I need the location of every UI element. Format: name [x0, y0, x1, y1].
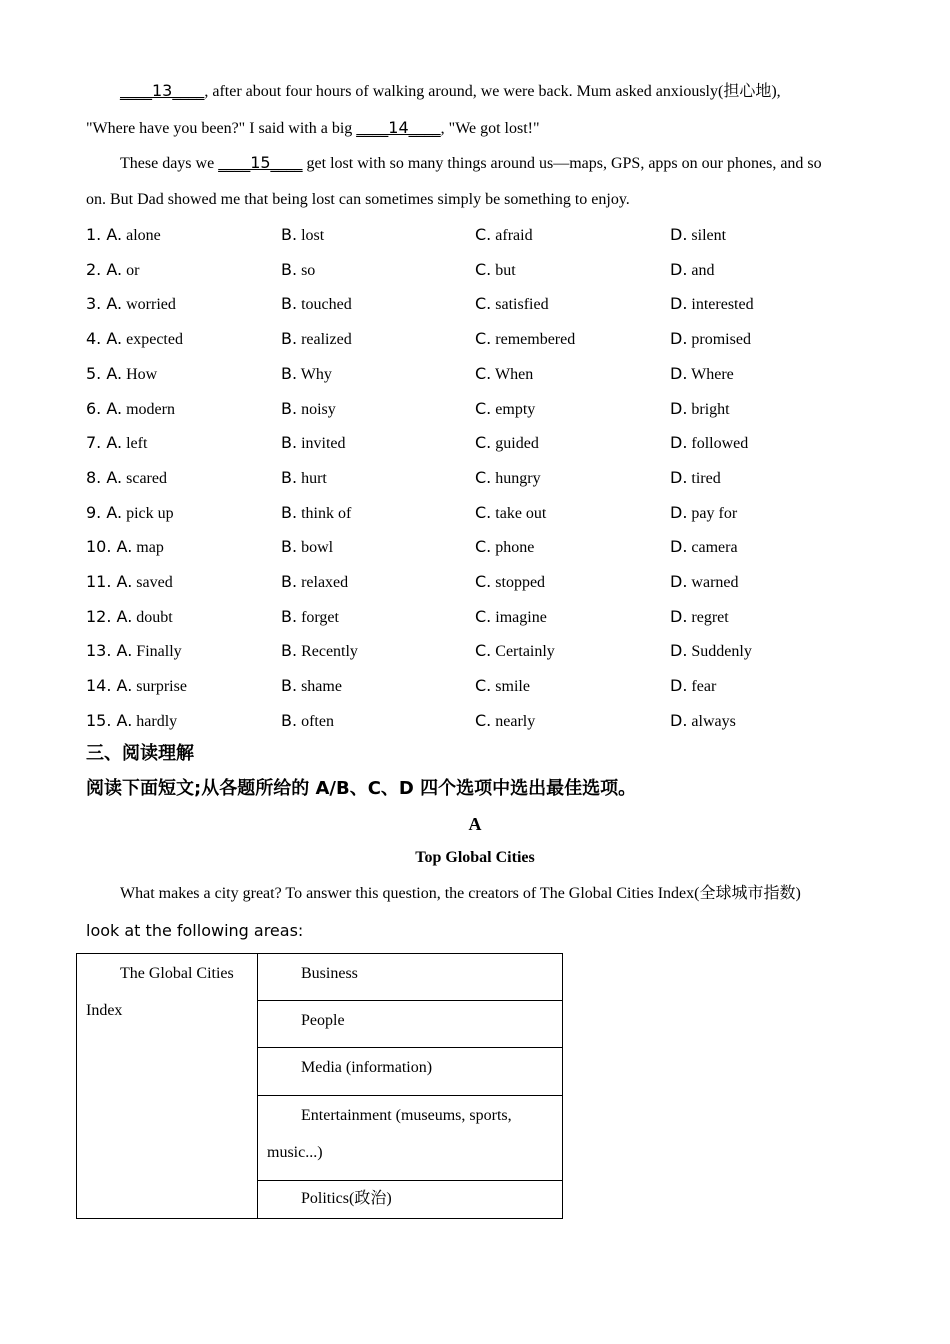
option-letter: C. [475, 363, 492, 383]
option-text: noisy [301, 400, 336, 418]
option-text: camera [691, 539, 738, 557]
option-text: so [301, 261, 316, 279]
option-letter: A. [106, 363, 123, 383]
option-c [475, 467, 541, 490]
option-b [281, 571, 348, 594]
option-letter: D. [670, 467, 688, 487]
option-c [475, 259, 516, 282]
option-a [86, 571, 173, 594]
table-index-label-line-2: Index [86, 1002, 123, 1019]
option-letter: D. [670, 433, 688, 453]
article-intro-line-1: What makes a city great? To answer this question, the creators of The Global Cities Index(全球城市指数) [120, 885, 801, 902]
option-letter: C. [475, 606, 492, 626]
option-letter: B. [281, 433, 298, 453]
option-text: surprise [136, 678, 187, 696]
option-text: think of [301, 504, 352, 522]
option-d [670, 467, 721, 490]
table-row: Entertainment (museums, sports, music...) [258, 1095, 563, 1180]
option-c [475, 502, 546, 525]
option-letter: D. [670, 259, 688, 279]
option-d [670, 432, 748, 455]
option-c [475, 710, 535, 733]
option-text: nearly [495, 712, 536, 730]
option-text: interested [691, 296, 754, 314]
option-text: followed [691, 435, 749, 453]
option-a [86, 432, 147, 455]
option-d [670, 640, 752, 663]
question-row [86, 606, 866, 628]
option-b [281, 536, 333, 559]
option-text: hurt [301, 469, 327, 487]
option-a [86, 640, 182, 663]
option-c [475, 640, 555, 663]
option-letter: C. [475, 225, 492, 244]
option-letter: C. [475, 329, 492, 349]
option-text: When [494, 365, 534, 383]
option-text: pick up [126, 504, 174, 522]
passage-line-4: on. But Dad showed me that being lost can sometimes simply be something to enjoy. [86, 191, 630, 208]
question-row [86, 467, 866, 489]
option-text: shame [301, 678, 342, 696]
option-text: phone [495, 539, 535, 557]
option-letter: B. [281, 225, 298, 244]
option-letter: C. [475, 572, 492, 591]
question-number: 3. A. [86, 294, 123, 314]
option-letter: B. [281, 259, 298, 279]
option-letter: A. [106, 502, 123, 522]
option-text: scared [126, 469, 167, 487]
option-text: relaxed [301, 574, 349, 591]
option-c [475, 293, 549, 316]
option-letter: A. [116, 710, 133, 730]
option-letter: B. [281, 537, 298, 557]
option-d [670, 571, 739, 594]
question-row [86, 363, 866, 385]
option-text: left [126, 435, 148, 453]
option-text: afraid [495, 227, 533, 244]
table-row: Media (information) [258, 1048, 563, 1095]
question-number: 6. A. [86, 398, 123, 418]
option-text: bowl [301, 539, 334, 557]
option-letter: B. [281, 572, 298, 591]
option-d [670, 502, 737, 525]
option-a [86, 328, 183, 351]
option-b [281, 675, 342, 698]
question-row [86, 640, 866, 662]
option-text: expected [126, 331, 183, 349]
option-text: Why [300, 365, 332, 383]
section-title: 三、阅读理解 [86, 743, 194, 764]
option-b [281, 363, 332, 386]
option-letter: B. [281, 398, 298, 418]
option-text: Finally [136, 643, 182, 661]
option-text: How [126, 365, 158, 383]
option-b [281, 710, 334, 733]
option-letter: C. [475, 641, 492, 661]
table-index-label-line-1: The Global Cities [120, 965, 234, 982]
option-text: often [301, 712, 334, 730]
option-letter: A. [106, 329, 123, 349]
article-intro-line-2: look at the following areas: [86, 921, 304, 940]
option-d [670, 398, 730, 421]
option-text: alone [126, 227, 161, 244]
passage-line-1: ____13____, after about four hours of walking around, we were back. Mum asked anxiously(担心地), [120, 81, 781, 100]
option-text: regret [691, 608, 729, 626]
question-row [86, 502, 866, 524]
option-letter: D. [670, 329, 688, 349]
option-c [475, 606, 547, 629]
option-c [475, 224, 533, 247]
blank-15: ____15____ [218, 153, 303, 172]
option-letter: A. [106, 467, 123, 487]
option-letter: D. [670, 225, 688, 244]
table-row: Politics(政治) [258, 1180, 563, 1218]
option-text: stopped [495, 574, 546, 591]
question-number: 1. A. [86, 225, 123, 244]
option-text: Certainly [495, 643, 555, 661]
option-a [86, 675, 187, 698]
option-b [281, 398, 336, 421]
question-row [86, 398, 866, 420]
question-row [86, 259, 866, 281]
passage-line-3: These days we ____15____ get lost with so many things around us—maps, GPS, apps on our phones, and so [120, 153, 822, 172]
option-text: imagine [495, 608, 547, 626]
part-label: A [468, 814, 482, 834]
option-b [281, 640, 358, 663]
option-letter: B. [281, 363, 298, 383]
option-letter: B. [281, 294, 298, 314]
option-c [475, 675, 530, 698]
option-b [281, 467, 327, 490]
option-text: worried [126, 296, 176, 314]
question-row [86, 224, 866, 246]
option-a [86, 536, 164, 559]
option-letter: A. [116, 572, 133, 591]
option-text: realized [301, 331, 352, 349]
option-text: invited [301, 435, 346, 453]
option-letter: A. [116, 606, 133, 626]
question-number: 5. A. [86, 363, 123, 383]
article-title: Top Global Cities [415, 849, 535, 866]
option-text: Recently [301, 643, 358, 661]
option-text: hardly [136, 712, 178, 730]
question-number: 4. A. [86, 329, 123, 349]
option-letter: A. [116, 537, 133, 557]
option-c [475, 432, 539, 455]
option-c [475, 363, 533, 386]
option-d [670, 259, 715, 282]
question-row [86, 675, 866, 697]
option-text: lost [301, 227, 325, 244]
option-a [86, 398, 175, 421]
question-number: 13. A. [86, 641, 133, 661]
option-text: but [495, 261, 516, 279]
option-letter: D. [670, 641, 688, 661]
option-letter: A. [116, 641, 133, 661]
option-c [475, 398, 535, 421]
option-c [475, 328, 575, 351]
option-letter: D. [670, 363, 688, 383]
option-letter: B. [281, 329, 298, 349]
option-d [670, 224, 726, 247]
option-letter: C. [475, 467, 492, 487]
option-a [86, 467, 167, 490]
option-letter: D. [670, 710, 688, 730]
question-row [86, 293, 866, 315]
option-letter: C. [475, 294, 492, 314]
option-letter: C. [475, 676, 492, 696]
blank-13: ____13____ [120, 81, 205, 100]
option-d [670, 536, 738, 559]
option-text: smile [495, 678, 530, 696]
option-text: map [136, 539, 164, 557]
option-letter: D. [670, 502, 688, 522]
option-text: fear [691, 678, 717, 696]
option-text: and [691, 261, 715, 279]
option-d [670, 293, 754, 316]
option-d [670, 363, 734, 386]
option-letter: D. [670, 676, 688, 696]
option-d [670, 328, 751, 351]
option-d [670, 606, 729, 629]
option-text: bright [691, 400, 730, 418]
option-text: guided [495, 435, 539, 453]
option-text: silent [691, 227, 727, 244]
option-b [281, 259, 315, 282]
option-b [281, 502, 351, 525]
option-letter: B. [281, 606, 298, 626]
section-instruction: 阅读下面短文;从各题所给的 A/B、C、D 四个选项中选出最佳选项。 [86, 778, 637, 799]
option-letter: D. [670, 537, 688, 557]
question-row [86, 710, 866, 732]
option-letter: B. [281, 502, 298, 522]
option-letter: B. [281, 676, 298, 696]
question-row [86, 432, 866, 454]
option-b [281, 606, 339, 629]
option-letter: A. [106, 433, 123, 453]
option-letter: C. [475, 398, 492, 418]
option-text: touched [301, 296, 352, 314]
option-text: take out [495, 504, 547, 522]
option-text: always [691, 712, 736, 730]
option-b [281, 224, 324, 247]
question-number: 12. A. [86, 606, 133, 626]
blank-14: ____14____ [356, 118, 441, 137]
option-letter: B. [281, 710, 298, 730]
option-a [86, 710, 177, 733]
option-letter: D. [670, 398, 688, 418]
option-text: satisfied [495, 296, 549, 314]
option-text: Where [691, 365, 734, 383]
option-letter: B. [281, 641, 298, 661]
global-cities-index-table [76, 953, 563, 1219]
option-letter: D. [670, 572, 688, 591]
option-text: saved [136, 574, 173, 591]
option-a [86, 259, 139, 282]
option-text: modern [126, 400, 175, 418]
option-letter: C. [475, 710, 492, 730]
option-letter: A. [106, 398, 123, 418]
option-letter: C. [475, 259, 492, 279]
option-text: empty [495, 400, 536, 418]
question-number: 14. A. [86, 676, 133, 696]
option-text: pay for [691, 504, 738, 522]
question-row [86, 328, 866, 350]
option-d [670, 675, 716, 698]
option-letter: C. [475, 537, 492, 557]
table-row: Business [258, 954, 563, 1001]
option-letter: A. [106, 259, 123, 279]
question-row [86, 571, 866, 593]
option-a [86, 293, 176, 316]
option-text: hungry [495, 469, 541, 487]
question-number: 2. A. [86, 259, 123, 279]
question-row [86, 536, 866, 558]
question-number: 10. A. [86, 537, 133, 557]
option-text: remembered [495, 331, 576, 349]
option-text: warned [691, 574, 739, 591]
question-number: 11. A. [86, 572, 133, 591]
option-letter: D. [670, 294, 688, 314]
option-text: tired [691, 469, 721, 487]
option-a [86, 224, 161, 247]
option-letter: B. [281, 467, 298, 487]
option-text: doubt [136, 608, 173, 626]
option-text: forget [301, 608, 339, 626]
option-b [281, 293, 352, 316]
option-a [86, 363, 157, 386]
option-text: promised [691, 331, 751, 349]
option-c [475, 536, 534, 559]
option-b [281, 328, 352, 351]
question-number: 15. A. [86, 710, 133, 730]
option-letter: C. [475, 433, 492, 453]
option-letter: D. [670, 606, 688, 626]
option-letter: C. [475, 502, 492, 522]
option-d [670, 710, 736, 733]
option-letter: A. [106, 294, 123, 314]
option-letter: A. [106, 225, 123, 244]
option-letter: A. [116, 676, 133, 696]
question-number: 8. A. [86, 467, 123, 487]
option-a [86, 502, 174, 525]
table-row: People [258, 1001, 563, 1048]
option-text: Suddenly [691, 643, 752, 661]
option-c [475, 571, 545, 594]
option-a [86, 606, 173, 629]
option-text: or [126, 261, 140, 279]
option-b [281, 432, 346, 455]
question-number: 9. A. [86, 502, 123, 522]
question-number: 7. A. [86, 433, 123, 453]
table-index-cell [77, 954, 258, 1219]
passage-line-2: "Where have you been?" I said with a big ____14____, "We got lost!" [86, 118, 540, 137]
